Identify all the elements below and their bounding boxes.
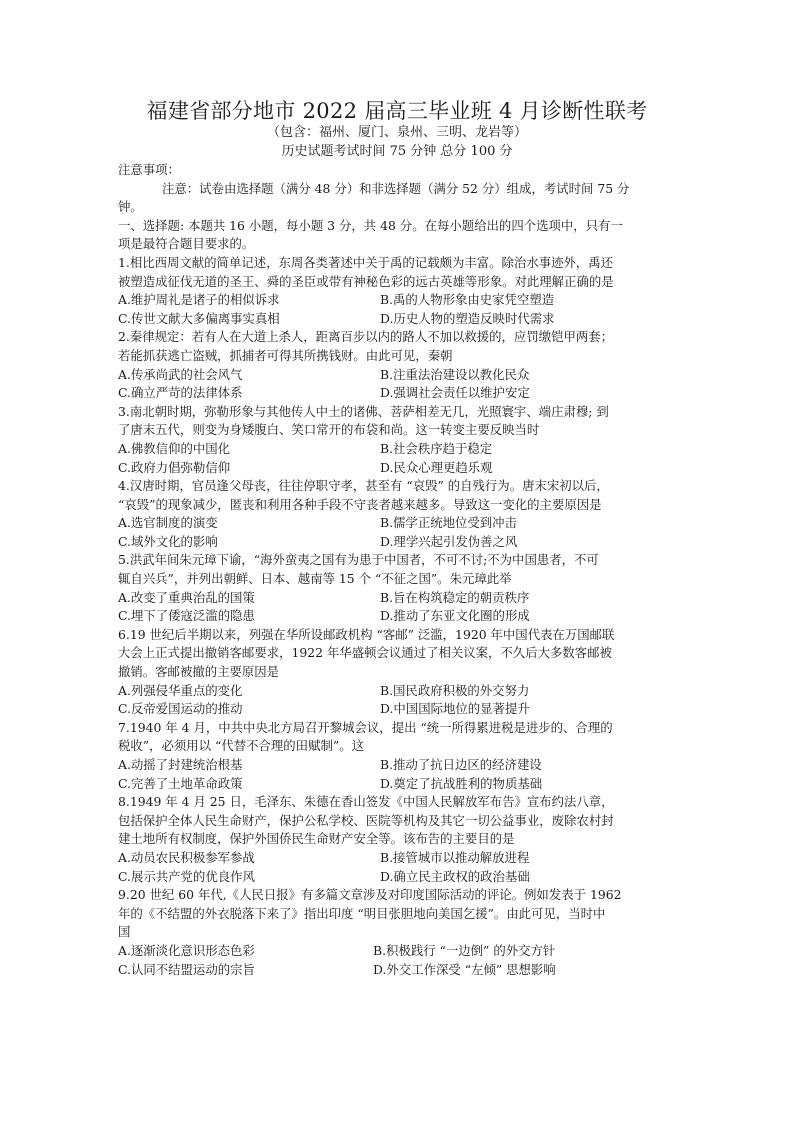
question-6 <box>118 626 678 719</box>
option-d: D.历史人物的塑造反映时代需求 <box>380 310 555 326</box>
option-c: C.埋下了倭寇泛滥的隐患 <box>118 608 255 624</box>
exam-title: 福建省部分地市 2022 届高三毕业班 4 月诊断性联考 <box>146 99 648 123</box>
question-text: 6.19 世纪后半期以来，列强在华所设邮政机构 “客邮” 泛滥，1920 年中国代表在万国邮联 <box>118 626 615 642</box>
question-text: 3.南北朝时期，弥勒形象与其他传人中土的诸佛、菩萨相差无几，光照寰宇、端庄肃穆; 到 <box>118 403 609 419</box>
option-d: D.推动了东亚文化圈的形成 <box>380 608 530 624</box>
option-b: B.推动了抗日边区的经济建设 <box>380 757 542 772</box>
option-d: D.民众心理更趋乐观 <box>380 459 493 475</box>
option-row <box>118 459 678 478</box>
question-4 <box>118 477 678 551</box>
option-a: A.列强侵华重点的变化 <box>118 682 243 698</box>
question-text: 9.20 世纪 60 年代,《人民日报》有多篇文章涉及对印度国际活动的评论。例如发表于 1962 <box>118 887 622 903</box>
option-c: C.政府力倡弥勒信仰 <box>118 459 231 475</box>
option-row <box>118 384 678 403</box>
option-row <box>118 310 678 329</box>
question-text: 1.相比西周文献的简单记述，东周各类著述中关于禹的记载颇为丰富。除治水事迹外，禹还 <box>118 254 614 270</box>
option-d: D.理学兴起引发伪善之风 <box>380 533 518 549</box>
option-row <box>118 533 678 552</box>
option-c: C.传世文献大多偏离事实真相 <box>118 310 280 326</box>
option-a: A.动员农民积极参军参战 <box>118 849 255 865</box>
option-b: B.积极践行 “一边倒” 的外交方针 <box>373 942 556 958</box>
option-b: B.旨在构筑稳定的朝贡秩序 <box>380 589 530 605</box>
option-row <box>118 291 678 310</box>
option-b: B.国民政府积极的外交努力 <box>380 682 530 698</box>
option-c: C.展示共产党的优良作风 <box>118 868 255 884</box>
notice-line: 钟。 <box>118 199 143 215</box>
section-instruction: 一、选择题: 本题共 16 小题，每小题 3 分，共 48 分。在每小题给出的四个选项中，只有一 <box>118 217 623 233</box>
option-a: A.动摇了封建统治根基 <box>118 757 243 772</box>
question-text: “哀毁”的现象减少，匿丧和利用各种手段不守丧者越来越多。导致这一变化的主要原因是 <box>118 496 602 512</box>
option-b: B.接管城市以推动解放进程 <box>380 849 530 865</box>
option-row <box>118 366 678 385</box>
section-instruction: 项是最符合题目要求的。 <box>118 236 255 252</box>
question-text: 了唐末五代，则变为身矮腹白、笑口常开的布袋和尚。这一转变主要反映当时 <box>118 422 540 438</box>
option-row <box>118 756 678 775</box>
option-d: D.确立民主政权的政治基础 <box>380 868 530 884</box>
option-b: B.禹的人物形象由史家凭空塑造 <box>380 292 555 308</box>
option-c: C.域外文化的影响 <box>118 533 218 549</box>
question-2 <box>118 328 678 402</box>
option-d: D.强调社会责任以维护安定 <box>380 385 530 401</box>
option-row <box>118 775 678 794</box>
question-text: 年的《不结盟的外衣脱落下来了》指出印度 “明目张胆地向美国乞援”。由此可见，当时中 <box>118 905 606 921</box>
question-text: 税收”，必须用以 “代替不合理的田赋制”。这 <box>118 738 364 754</box>
option-c: C.确立严苛的法律体系 <box>118 385 243 401</box>
option-row <box>118 961 678 980</box>
option-row <box>118 514 678 533</box>
question-text: 2.秦律规定：若有人在大道上杀人，距离百步以内的路人不加以救援的，应罚缴铠甲两套； <box>118 329 614 345</box>
question-text: 撤销。客邮被撤的主要原因是 <box>118 664 280 680</box>
option-row <box>118 440 678 459</box>
question-7 <box>118 719 678 793</box>
option-c: C.反帝爱国运动的推动 <box>118 701 243 717</box>
exam-subtitle: （包含：福州、厦门、泉州、三明、龙岩等） <box>266 125 527 140</box>
question-9 <box>118 886 678 979</box>
question-text: 被塑造成征伐无道的圣王、舜的圣臣或带有神秘色彩的远古英雄等形象。对此理解正确的是 <box>118 273 614 289</box>
question-text: 4.汉唐时期，官员逢父母丧，往往停职守孝，甚至有 “哀毁” 的自残行为。唐末宋初以后， <box>118 478 609 494</box>
option-b: B.社会秩序趋于稳定 <box>380 440 493 456</box>
notice-line: 注意：试卷由选择题（满分 48 分）和非选择题（满分 52 分）组成，考试时间 75 分 <box>162 180 630 196</box>
exam-info: 历史试题考试时间 75 分钟 总分 100 分 <box>281 144 513 159</box>
question-text: 8.1949 年 4 月 25 日，毛泽东、朱德在香山签发《中国人民解放军布告》宣布约法八章， <box>118 794 614 810</box>
question-text: 国 <box>118 924 131 940</box>
question-3 <box>118 403 678 477</box>
option-b: B.注重法治建设以教化民众 <box>380 366 530 382</box>
question-text: 包括保护全体人民生命财产，保护公私学校、医院等机构及其它一切公益事业，废除农村封 <box>118 812 614 828</box>
option-d: D.中国国际地位的显著提升 <box>380 701 530 717</box>
question-text: 5.洪武年间朱元璋下谕，“海外蛮夷之国有为患于中国者，不可不讨;不为中国患者，不可 <box>118 552 599 568</box>
option-row <box>118 868 678 887</box>
option-a: A.传承尚武的社会风气 <box>118 366 243 382</box>
exam-content <box>118 161 678 979</box>
option-c: C.完善了土地革命政策 <box>118 775 243 791</box>
option-a: A.逐渐淡化意识形态色彩 <box>118 942 255 958</box>
question-text: 7.1940 年 4 月，中共中央北方局召开黎城会议，提出 “统一所得累进税是进步的、合理的 <box>118 719 613 735</box>
option-c: C.认同不结盟运动的宗旨 <box>118 961 255 977</box>
option-row <box>118 682 678 701</box>
question-text: 若能抓获逃亡盗贼，抓捕者可得其所携钱财。由此可见，秦朝 <box>118 347 453 363</box>
question-text: 建土地所有权制度，保护外国侨民生命财产安全等。该布告的主要目的是 <box>118 831 515 847</box>
option-row <box>118 589 678 608</box>
option-b: B.儒学正统地位受到冲击 <box>380 515 517 531</box>
notice-heading: 注意事项： <box>118 162 180 177</box>
question-1 <box>118 254 678 328</box>
question-text: 辄自兴兵”，并列出朝鲜、日本、越南等 15 个 “不征之国”。朱元璋此举 <box>118 571 512 587</box>
question-5 <box>118 551 678 625</box>
option-a: A.选官制度的演变 <box>118 515 218 531</box>
option-row <box>118 849 678 868</box>
option-d: D.奠定了抗战胜利的物质基础 <box>380 775 543 791</box>
option-row <box>118 942 678 961</box>
option-a: A.维护周礼是诸子的相似诉求 <box>118 292 280 308</box>
option-d: D.外交工作深受 “左倾” 思想影响 <box>373 961 556 977</box>
option-a: A.改变了重典治乱的国策 <box>118 589 255 605</box>
question-8 <box>118 793 678 886</box>
question-text: 大会上正式提出撤销客邮要求，1922 年华盛顿会议通过了相关议案，不久后大多数客邮被 <box>118 645 612 661</box>
option-a: A.佛教信仰的中国化 <box>118 440 231 456</box>
option-row <box>118 607 678 626</box>
option-row <box>118 700 678 719</box>
